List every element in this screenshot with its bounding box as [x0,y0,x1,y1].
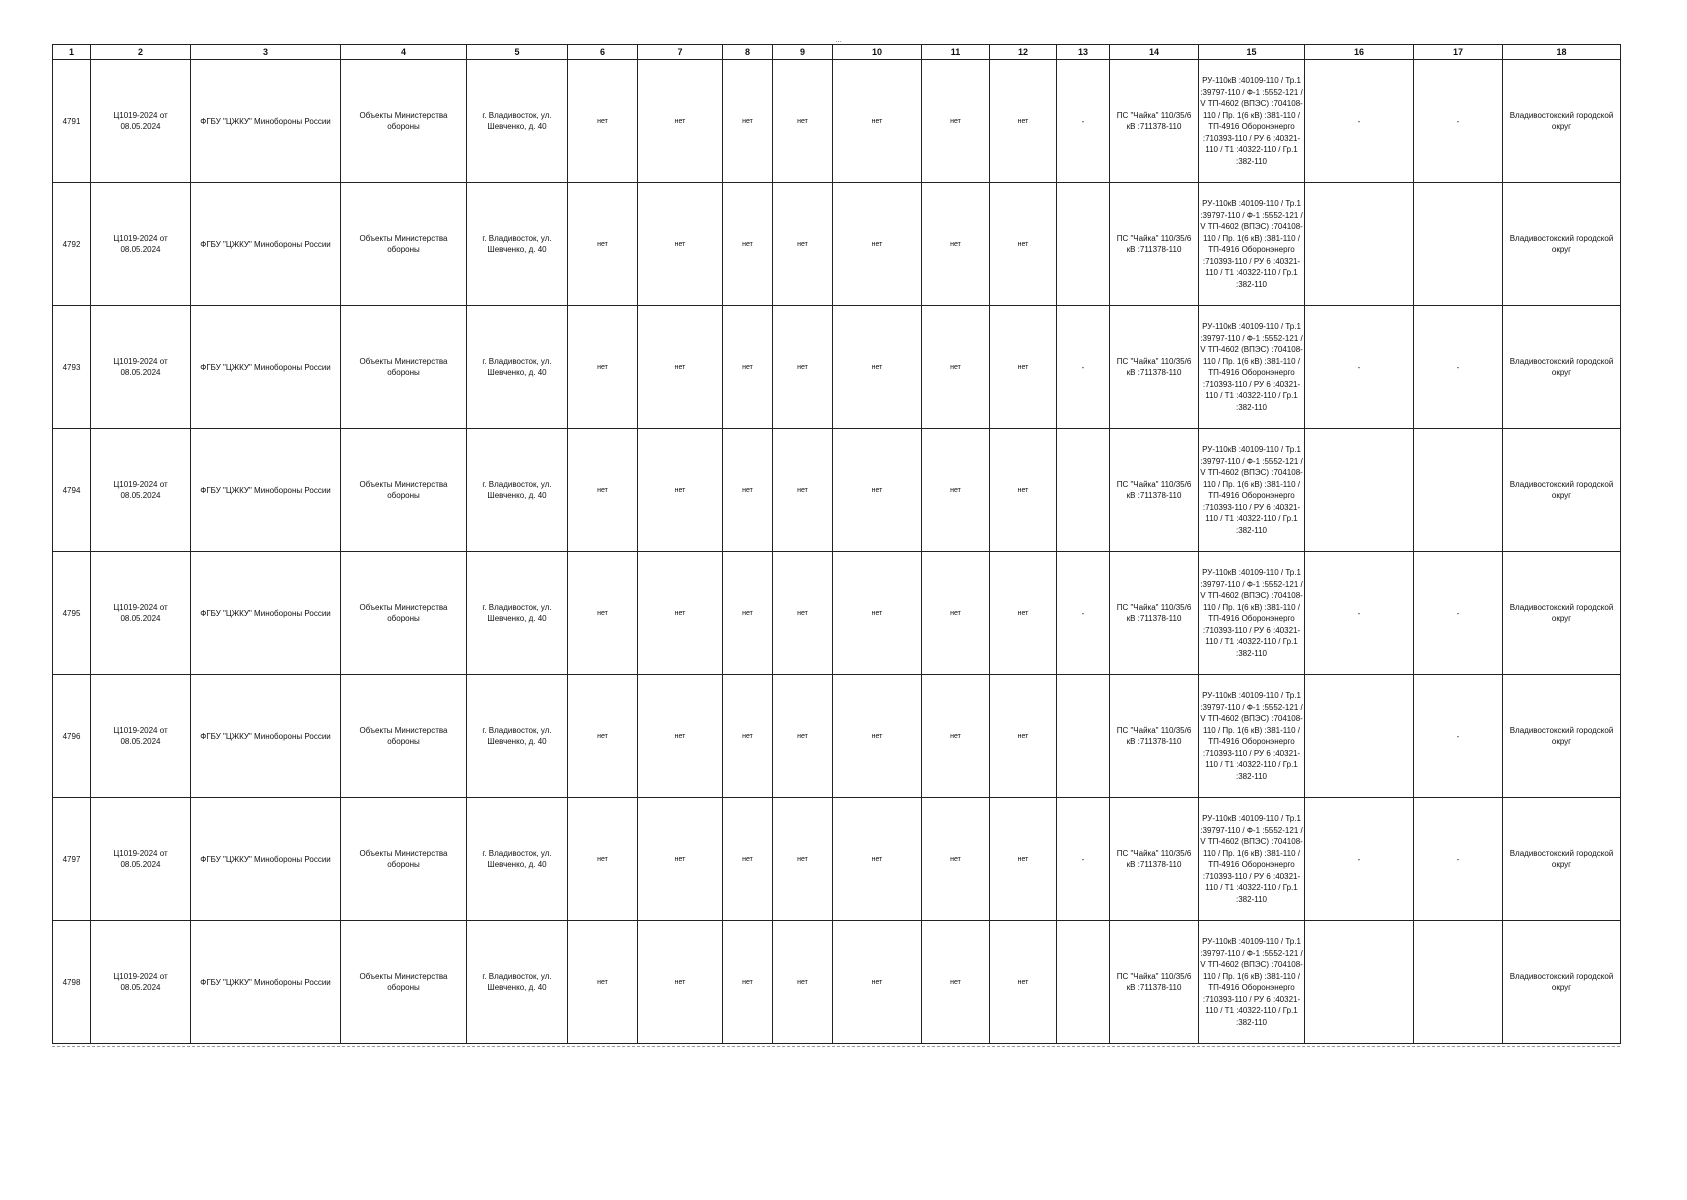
object-name: Объекты Министерства обороны [341,552,467,675]
municipality: Владивостокский городской округ [1503,921,1621,1044]
col-header: 5 [467,45,568,60]
document-page [52,44,1620,1044]
col-header: 7 [638,45,723,60]
col-6-value: нет [568,429,638,552]
col-10-value: нет [833,306,922,429]
col-13-value [1057,675,1110,798]
col-17-value: - [1414,552,1503,675]
table-row [53,675,1621,798]
row-number: 4792 [53,183,91,306]
address: г. Владивосток, ул. Шевченко, д. 40 [467,306,568,429]
municipality: Владивостокский городской округ [1503,798,1621,921]
col-16-value [1305,921,1414,1044]
address: г. Владивосток, ул. Шевченко, д. 40 [467,183,568,306]
substation: ПС "Чайка" 110/35/6 кВ :711378-110 [1110,675,1199,798]
col-17-value [1414,921,1503,1044]
substation: ПС "Чайка" 110/35/6 кВ :711378-110 [1110,183,1199,306]
col-header: 18 [1503,45,1621,60]
col-11-value: нет [922,921,990,1044]
col-6-value: нет [568,921,638,1044]
col-8-value: нет [723,429,773,552]
col-header: 14 [1110,45,1199,60]
col-header: 15 [1199,45,1305,60]
address: г. Владивосток, ул. Шевченко, д. 40 [467,552,568,675]
col-6-value: нет [568,675,638,798]
col-6-value: нет [568,183,638,306]
col-10-value: нет [833,552,922,675]
substation: ПС "Чайка" 110/35/6 кВ :711378-110 [1110,552,1199,675]
table-row [53,921,1621,1044]
col-9-value: нет [773,921,833,1044]
substation: ПС "Чайка" 110/35/6 кВ :711378-110 [1110,798,1199,921]
object-name: Объекты Министерства обороны [341,675,467,798]
col-12-value: нет [990,429,1057,552]
municipality: Владивостокский городской округ [1503,183,1621,306]
col-10-value: нет [833,429,922,552]
col-10-value: нет [833,675,922,798]
col-16-value: - [1305,798,1414,921]
col-8-value: нет [723,183,773,306]
connection-path: РУ-110кВ :40109-110 / Тр.1 :39797-110 / Ф-1 :5552-121 / V ТП-4602 (ВПЭС) :704108-110 / Пр. 1(6 кВ) :381-110 / ТП-4916 Оборонэнерго :710393-110 / РУ 6 :40321-110 / Т1 :40322-110 / Гр.1 :382-110 [1199,921,1305,1044]
contract-number: Ц1019-2024 от 08.05.2024 [91,552,191,675]
col-9-value: нет [773,552,833,675]
col-header: 11 [922,45,990,60]
row-number: 4793 [53,306,91,429]
substation: ПС "Чайка" 110/35/6 кВ :711378-110 [1110,921,1199,1044]
address: г. Владивосток, ул. Шевченко, д. 40 [467,675,568,798]
col-16-value: - [1305,60,1414,183]
applicant: ФГБУ "ЦЖКУ" Минобороны России [191,921,341,1044]
col-6-value: нет [568,552,638,675]
col-header: 6 [568,45,638,60]
col-11-value: нет [922,183,990,306]
col-header: 2 [91,45,191,60]
applicant: ФГБУ "ЦЖКУ" Минобороны России [191,675,341,798]
col-10-value: нет [833,183,922,306]
connection-path: РУ-110кВ :40109-110 / Тр.1 :39797-110 / Ф-1 :5552-121 / V ТП-4602 (ВПЭС) :704108-110 / Пр. 1(6 кВ) :381-110 / ТП-4916 Оборонэнерго :710393-110 / РУ 6 :40321-110 / Т1 :40322-110 / Гр.1 :382-110 [1199,60,1305,183]
col-7-value: нет [638,60,723,183]
connection-path: РУ-110кВ :40109-110 / Тр.1 :39797-110 / Ф-1 :5552-121 / V ТП-4602 (ВПЭС) :704108-110 / Пр. 1(6 кВ) :381-110 / ТП-4916 Оборонэнерго :710393-110 / РУ 6 :40321-110 / Т1 :40322-110 / Гр.1 :382-110 [1199,675,1305,798]
applicant: ФГБУ "ЦЖКУ" Минобороны России [191,306,341,429]
address: г. Владивосток, ул. Шевченко, д. 40 [467,798,568,921]
col-header: 3 [191,45,341,60]
municipality: Владивостокский городской округ [1503,552,1621,675]
object-name: Объекты Министерства обороны [341,798,467,921]
col-13-value [1057,921,1110,1044]
col-7-value: нет [638,798,723,921]
address: г. Владивосток, ул. Шевченко, д. 40 [467,921,568,1044]
col-13-value [1057,429,1110,552]
col-header: 16 [1305,45,1414,60]
col-10-value: нет [833,60,922,183]
col-header: 9 [773,45,833,60]
col-16-value [1305,183,1414,306]
col-6-value: нет [568,60,638,183]
page-mark: ... [836,38,842,44]
table-row [53,183,1621,306]
contract-number: Ц1019-2024 от 08.05.2024 [91,798,191,921]
col-11-value: нет [922,306,990,429]
object-name: Объекты Министерства обороны [341,306,467,429]
col-12-value: нет [990,60,1057,183]
col-11-value: нет [922,675,990,798]
col-12-value: нет [990,675,1057,798]
col-11-value: нет [922,60,990,183]
col-17-value: - [1414,60,1503,183]
municipality: Владивостокский городской округ [1503,60,1621,183]
contract-number: Ц1019-2024 от 08.05.2024 [91,183,191,306]
contract-number: Ц1019-2024 от 08.05.2024 [91,60,191,183]
row-number: 4798 [53,921,91,1044]
col-13-value: - [1057,552,1110,675]
connection-path: РУ-110кВ :40109-110 / Тр.1 :39797-110 / Ф-1 :5552-121 / V ТП-4602 (ВПЭС) :704108-110 / Пр. 1(6 кВ) :381-110 / ТП-4916 Оборонэнерго :710393-110 / РУ 6 :40321-110 / Т1 :40322-110 / Гр.1 :382-110 [1199,183,1305,306]
col-header: 1 [53,45,91,60]
col-16-value [1305,675,1414,798]
col-17-value: - [1414,306,1503,429]
col-16-value [1305,429,1414,552]
object-name: Объекты Министерства обороны [341,429,467,552]
col-13-value [1057,183,1110,306]
col-7-value: нет [638,921,723,1044]
object-name: Объекты Министерства обороны [341,183,467,306]
col-16-value: - [1305,552,1414,675]
row-number: 4794 [53,429,91,552]
col-12-value: нет [990,552,1057,675]
col-12-value: нет [990,798,1057,921]
contract-number: Ц1019-2024 от 08.05.2024 [91,429,191,552]
object-name: Объекты Министерства обороны [341,921,467,1044]
col-6-value: нет [568,798,638,921]
col-9-value: нет [773,60,833,183]
col-17-value [1414,429,1503,552]
row-number: 4791 [53,60,91,183]
table-row [53,798,1621,921]
col-12-value: нет [990,183,1057,306]
col-8-value: нет [723,552,773,675]
col-13-value: - [1057,60,1110,183]
col-11-value: нет [922,429,990,552]
col-7-value: нет [638,552,723,675]
col-17-value: - [1414,798,1503,921]
col-11-value: нет [922,798,990,921]
row-number: 4796 [53,675,91,798]
col-8-value: нет [723,798,773,921]
col-12-value: нет [990,306,1057,429]
col-7-value: нет [638,675,723,798]
col-9-value: нет [773,798,833,921]
col-6-value: нет [568,306,638,429]
row-number: 4795 [53,552,91,675]
applicant: ФГБУ "ЦЖКУ" Минобороны России [191,429,341,552]
col-17-value [1414,183,1503,306]
col-9-value: нет [773,429,833,552]
address: г. Владивосток, ул. Шевченко, д. 40 [467,60,568,183]
col-13-value: - [1057,798,1110,921]
substation: ПС "Чайка" 110/35/6 кВ :711378-110 [1110,60,1199,183]
table-row [53,306,1621,429]
col-10-value: нет [833,798,922,921]
connection-path: РУ-110кВ :40109-110 / Тр.1 :39797-110 / Ф-1 :5552-121 / V ТП-4602 (ВПЭС) :704108-110 / Пр. 1(6 кВ) :381-110 / ТП-4916 Оборонэнерго :710393-110 / РУ 6 :40321-110 / Т1 :40322-110 / Гр.1 :382-110 [1199,552,1305,675]
col-7-value: нет [638,183,723,306]
col-8-value: нет [723,675,773,798]
col-13-value: - [1057,306,1110,429]
header-row [53,45,1621,60]
connection-path: РУ-110кВ :40109-110 / Тр.1 :39797-110 / Ф-1 :5552-121 / V ТП-4602 (ВПЭС) :704108-110 / Пр. 1(6 кВ) :381-110 / ТП-4916 Оборонэнерго :710393-110 / РУ 6 :40321-110 / Т1 :40322-110 / Гр.1 :382-110 [1199,306,1305,429]
contract-number: Ц1019-2024 от 08.05.2024 [91,306,191,429]
col-11-value: нет [922,552,990,675]
applicant: ФГБУ "ЦЖКУ" Минобороны России [191,183,341,306]
row-number: 4797 [53,798,91,921]
applicant: ФГБУ "ЦЖКУ" Минобороны России [191,552,341,675]
data-table [52,44,1621,1044]
substation: ПС "Чайка" 110/35/6 кВ :711378-110 [1110,429,1199,552]
col-header: 4 [341,45,467,60]
object-name: Объекты Министерства обороны [341,60,467,183]
col-9-value: нет [773,675,833,798]
contract-number: Ц1019-2024 от 08.05.2024 [91,675,191,798]
contract-number: Ц1019-2024 от 08.05.2024 [91,921,191,1044]
col-8-value: нет [723,60,773,183]
col-9-value: нет [773,183,833,306]
col-16-value: - [1305,306,1414,429]
table-row [53,60,1621,183]
table-body [53,60,1621,1044]
col-9-value: нет [773,306,833,429]
address: г. Владивосток, ул. Шевченко, д. 40 [467,429,568,552]
applicant: ФГБУ "ЦЖКУ" Минобороны России [191,798,341,921]
col-header: 17 [1414,45,1503,60]
table-row [53,429,1621,552]
applicant: ФГБУ "ЦЖКУ" Минобороны России [191,60,341,183]
municipality: Владивостокский городской округ [1503,429,1621,552]
col-17-value: - [1414,675,1503,798]
col-header: 10 [833,45,922,60]
col-12-value: нет [990,921,1057,1044]
col-10-value: нет [833,921,922,1044]
page-bottom-rule [52,1046,1620,1047]
col-header: 8 [723,45,773,60]
col-header: 13 [1057,45,1110,60]
col-7-value: нет [638,306,723,429]
municipality: Владивостокский городской округ [1503,306,1621,429]
col-8-value: нет [723,306,773,429]
table-row [53,552,1621,675]
col-8-value: нет [723,921,773,1044]
connection-path: РУ-110кВ :40109-110 / Тр.1 :39797-110 / Ф-1 :5552-121 / V ТП-4602 (ВПЭС) :704108-110 / Пр. 1(6 кВ) :381-110 / ТП-4916 Оборонэнерго :710393-110 / РУ 6 :40321-110 / Т1 :40322-110 / Гр.1 :382-110 [1199,798,1305,921]
connection-path: РУ-110кВ :40109-110 / Тр.1 :39797-110 / Ф-1 :5552-121 / V ТП-4602 (ВПЭС) :704108-110 / Пр. 1(6 кВ) :381-110 / ТП-4916 Оборонэнерго :710393-110 / РУ 6 :40321-110 / Т1 :40322-110 / Гр.1 :382-110 [1199,429,1305,552]
municipality: Владивостокский городской округ [1503,675,1621,798]
col-7-value: нет [638,429,723,552]
col-header: 12 [990,45,1057,60]
substation: ПС "Чайка" 110/35/6 кВ :711378-110 [1110,306,1199,429]
